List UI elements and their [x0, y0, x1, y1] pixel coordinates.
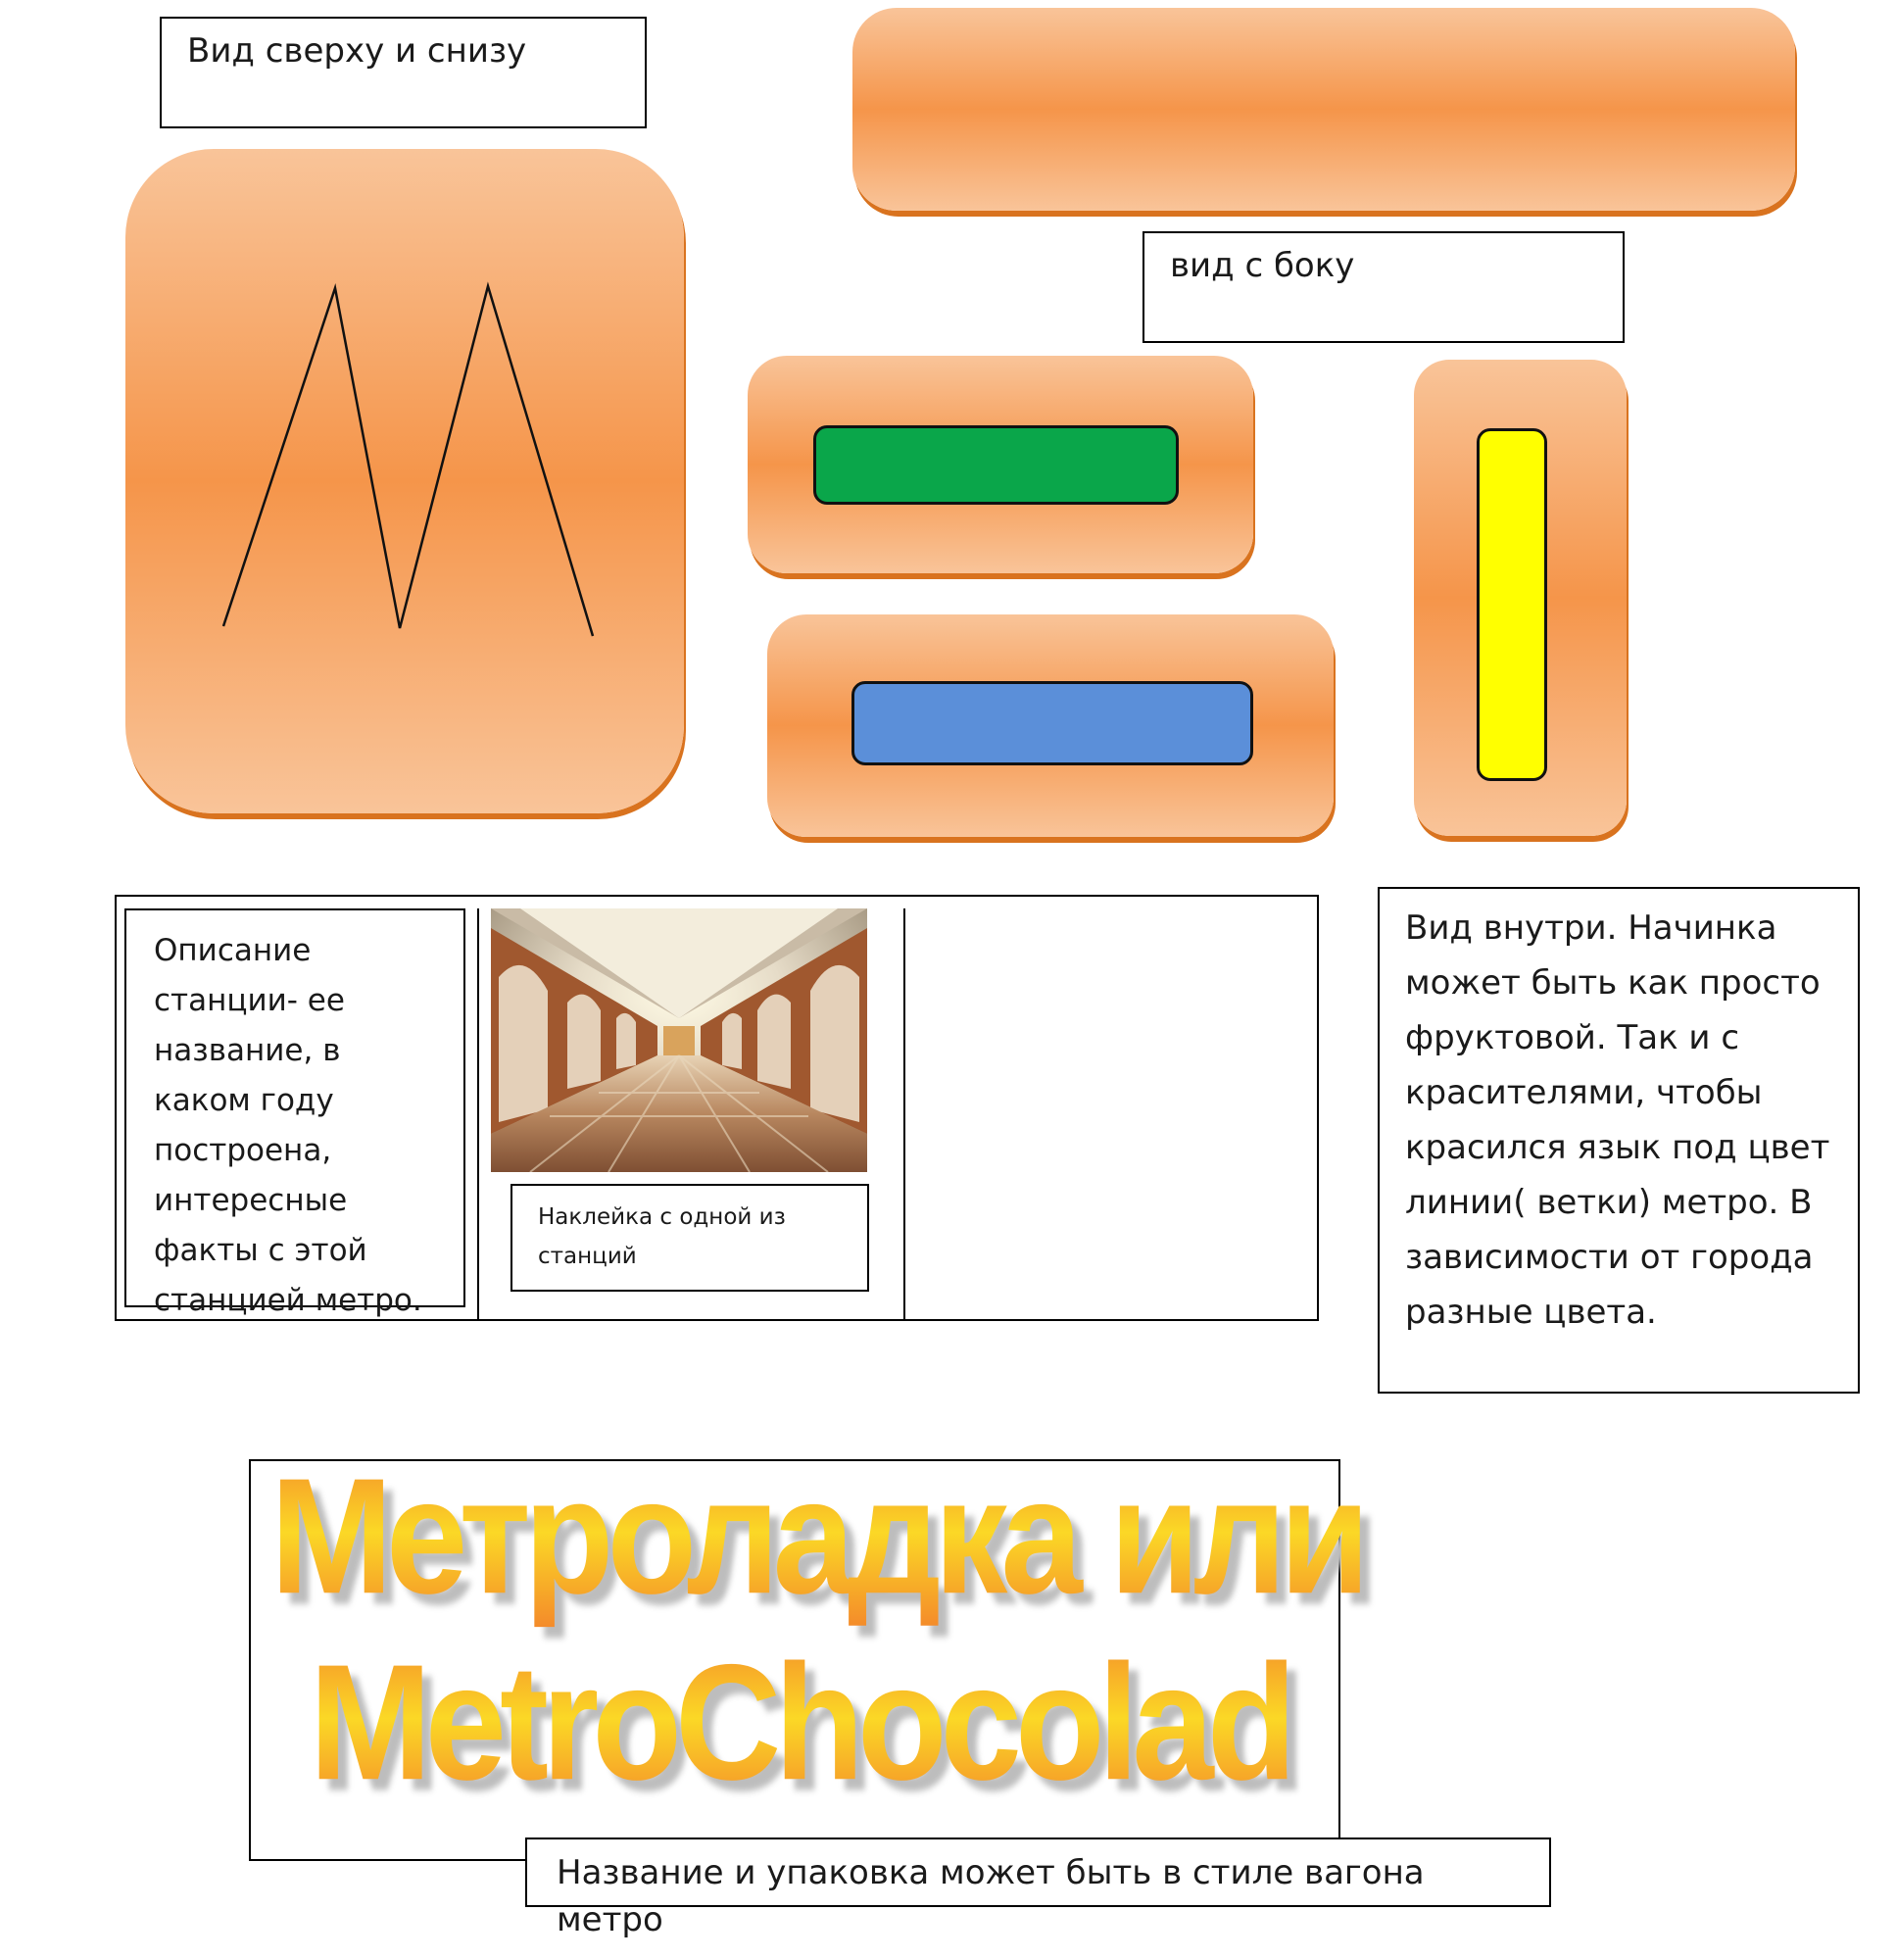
yellow-line-bar — [1414, 360, 1627, 836]
wrapper-layout-box — [115, 895, 1319, 1321]
top-view-bar — [125, 149, 684, 813]
wrapper-divider-1 — [477, 908, 479, 1321]
green-line-bar — [748, 356, 1253, 573]
title-line-1: Метроладка или — [270, 1443, 1364, 1629]
blue-line-bar — [767, 614, 1334, 837]
side-view-bar — [852, 8, 1795, 211]
sticker-caption: Наклейка с одной из станций — [538, 1204, 786, 1269]
metro-m-icon — [125, 149, 684, 813]
green-line-strip — [813, 425, 1179, 505]
side-view-label: вид с боку — [1170, 246, 1355, 285]
top-bottom-view-label-box — [160, 17, 647, 128]
wrapper-divider-2 — [903, 908, 905, 1321]
top-bottom-view-label: Вид сверху и снизу — [187, 31, 527, 71]
blue-line-strip — [851, 681, 1253, 765]
inside-view-label: Вид внутри. Начинка может быть как просто фруктовой. Так и с красителями, чтобы красился язык под цвет линии( ветки) метро. В зависимости от города разные цвета. — [1405, 908, 1830, 1332]
title-line-2: MetroChocolad — [309, 1629, 1290, 1815]
station-description: Описание станции- ее название, в каком году построена, интересные факты с этой станцией метро. — [154, 933, 422, 1318]
packaging-note-box — [525, 1838, 1551, 1939]
title-line-1-wrap — [270, 1443, 1364, 1629]
inside-view-label-box — [1378, 887, 1860, 1394]
packaging-note: Название и упаковка может быть в стиле вагона метро — [557, 1853, 1425, 1939]
sticker-caption-box — [510, 1184, 869, 1292]
yellow-line-strip — [1477, 428, 1547, 781]
station-hall-photo — [491, 908, 867, 1172]
title-line-2-wrap — [270, 1629, 1329, 1815]
station-description-box — [124, 908, 465, 1318]
side-view-label-box — [1142, 231, 1625, 343]
title-box — [249, 1443, 1364, 1861]
